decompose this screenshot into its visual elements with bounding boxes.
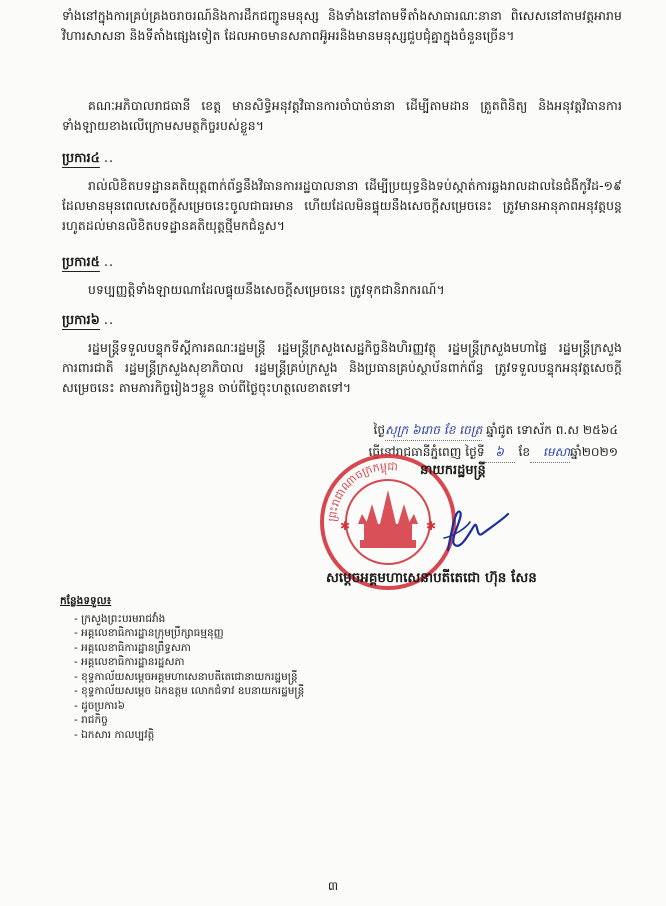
recipients-heading: កន្លែងទទួល៖ bbox=[60, 595, 112, 607]
article-6-text: រដ្ឋមន្ត្រីទទួលបន្ទុកទីស្ដីការគណៈរដ្ឋមន្ត្រី រដ្ឋមន្ត្រីក្រសួងសេដ្ឋកិច្ចនិងហិរញ្ញវត្ថុ រដ្ឋមន្ត្រីក្រសួងមហាផ្ទៃ រដ្ឋមន្ត្រីក្រសួងការពារជាតិ រដ្ឋមន្ត្រីក្រសួងសុខាភិបាល រដ្ឋមន្ត្រីគ្រប់ក្រសួង និងប្រធានគ្រប់ស្ថាប័នពាក់ព័ន្ធ ត្រូវទទួលបន្ទុកអនុវត្តសេចក្ដីសម្រេចនេះ តាមភារកិច្ចរៀងៗខ្លួន ចាប់ពីថ្ងៃចុះហត្ថលេខាតទៅ។ bbox=[62, 340, 622, 395]
seal-ring-text: ព្រះរាជាណាចក្រកម្ពុជា bbox=[325, 459, 399, 523]
seal-star-left-icon: ✱ bbox=[340, 519, 351, 533]
seal-star-right-icon: ✱ bbox=[426, 519, 437, 533]
article-4-label: ប្រការ៤ bbox=[62, 151, 100, 166]
signer-name: សម្តេចអគ្គមហាសេនាបតីតេជោ ហ៊ុន សែន bbox=[326, 570, 537, 586]
place-date-prefix: ធ្វើនៅរាជធានីភ្នំពេញ ថ្ងៃទី bbox=[368, 445, 485, 459]
recipients-block bbox=[60, 594, 304, 742]
angkor-temple-icon bbox=[358, 490, 418, 548]
day-handwritten: ៦ bbox=[485, 442, 515, 463]
year-suffix: ឆ្នាំ២០២១ bbox=[570, 445, 618, 459]
recipient-item: - ឯកសារ កាលប្បវត្តិ bbox=[74, 728, 304, 743]
recipient-item: - រាជកិច្ច bbox=[74, 713, 304, 728]
lunar-date-prefix: ថ្ងៃ bbox=[373, 423, 386, 437]
article-5-label: ប្រការ៥ bbox=[62, 255, 100, 270]
article-4-text: រាល់លិខិតបទដ្ឋានគតិយុត្តពាក់ព័ន្ធនឹងវិធានការរដ្ឋបាលនានា ដើម្បីប្រយុទ្ធនិងទប់ស្កាត់ការឆ្លងរាលដាលនៃជំងឺកូវីដ-១៩ ដែលមានមុនពេលសេចក្ដីសម្រេចនេះចូលជាធរមាន ហើយដែលមិនផ្ទុយនឹងសេចក្ដីសម្រេចនេះ ត្រូវមានអានុភាពអនុវត្តបន្តរហូតដល់មានលិខិតបទដ្ឋានគតិយុត្តថ្មីមកជំនួស។ bbox=[62, 178, 622, 233]
recipient-item: - ដូចប្រការ៦ bbox=[74, 699, 304, 714]
recipient-item: - ខុទ្ទកាល័យសម្តេចអគ្គមហាសេនាបតីតេជោនាយករដ្ឋមន្ត្រី bbox=[74, 670, 304, 685]
prime-minister-title: នាយករដ្ឋមន្ត្រី bbox=[420, 463, 486, 478]
page-number: ៣ bbox=[327, 879, 339, 893]
article-6-dots: .. bbox=[103, 313, 115, 328]
recipient-item: - អគ្គលេខាធិការដ្ឋានព្រឹទ្ធសភា bbox=[74, 641, 304, 656]
article-5-heading bbox=[62, 254, 114, 272]
article-6-body bbox=[62, 338, 622, 398]
recipients-list bbox=[60, 612, 304, 743]
article-5-text: បទប្បញ្ញត្តិទាំងឡាយណាដែលផ្ទុយនឹងសេចក្ដីសម្រេចនេះ ត្រូវទុកជានិរាករណ៍។ bbox=[88, 282, 445, 297]
article-4-body bbox=[62, 176, 622, 236]
article-6-label: ប្រការ៦ bbox=[62, 313, 100, 328]
article-6-heading bbox=[62, 312, 114, 330]
lunar-date-handwritten: សុក្រ ៦រោច ខែ ចេត្រ bbox=[385, 420, 482, 441]
article-5-dots: .. bbox=[103, 255, 115, 270]
paragraph-governors-text: គណៈអភិបាលរាជធានី ខេត្ត មានសិទ្ធិអនុវត្តវិធានការចាំបាច់នានា ដើម្បីតាមដាន ត្រួតពិនិត្យ និងអនុវត្តវិធានការទាំងឡាយខាងលើក្រោមសមត្ថកិច្ចរបស់ខ្លួន។ bbox=[62, 98, 622, 133]
paragraph-governors bbox=[62, 96, 622, 136]
recipient-item: - អគ្គលេខាធិការដ្ឋានរដ្ឋសភា bbox=[74, 655, 304, 670]
lunar-date-line bbox=[374, 420, 618, 441]
month-handwritten: មេសា bbox=[530, 442, 570, 463]
article-4-heading bbox=[62, 150, 114, 168]
recipient-item: - ខុទ្ទកាល័យសម្តេច ឯកឧត្តម លោកជំទាវ ឧបនាយករដ្ឋមន្ត្រី bbox=[74, 684, 304, 699]
month-label: ខែ bbox=[518, 445, 531, 459]
recipient-item: - អគ្គលេខាធិការដ្ឋានក្រុមប្រឹក្សាធម្មនុញ្ញ bbox=[74, 626, 304, 641]
article-4-dots: .. bbox=[103, 151, 115, 166]
handwritten-signature-icon bbox=[430, 498, 510, 558]
lunar-date-suffix: ឆ្នាំជូត ទោស័ក ព.ស ២៥៦៤ bbox=[486, 423, 618, 437]
article-5-body bbox=[62, 280, 622, 300]
paragraph-continued: ទាំងនៅក្នុងការគ្រប់គ្រងចរាចរណ៍និងការដឹកជញ្ជូនមនុស្ស និងទាំងនៅតាមទីតាំងសាធារណៈនានា ពិសេសនៅតាមវត្តអារាម វិហារសាសនា និងទីតាំងផ្សេងទៀត ដែលអាចមានសភាពអ៊ូអរនិងមានមនុស្សជួបជុំគ្នាក្នុងចំនួនច្រើន។ bbox=[62, 8, 622, 43]
recipient-item: - ក្រសួងព្រះបរមរាជវាំង bbox=[74, 612, 304, 627]
